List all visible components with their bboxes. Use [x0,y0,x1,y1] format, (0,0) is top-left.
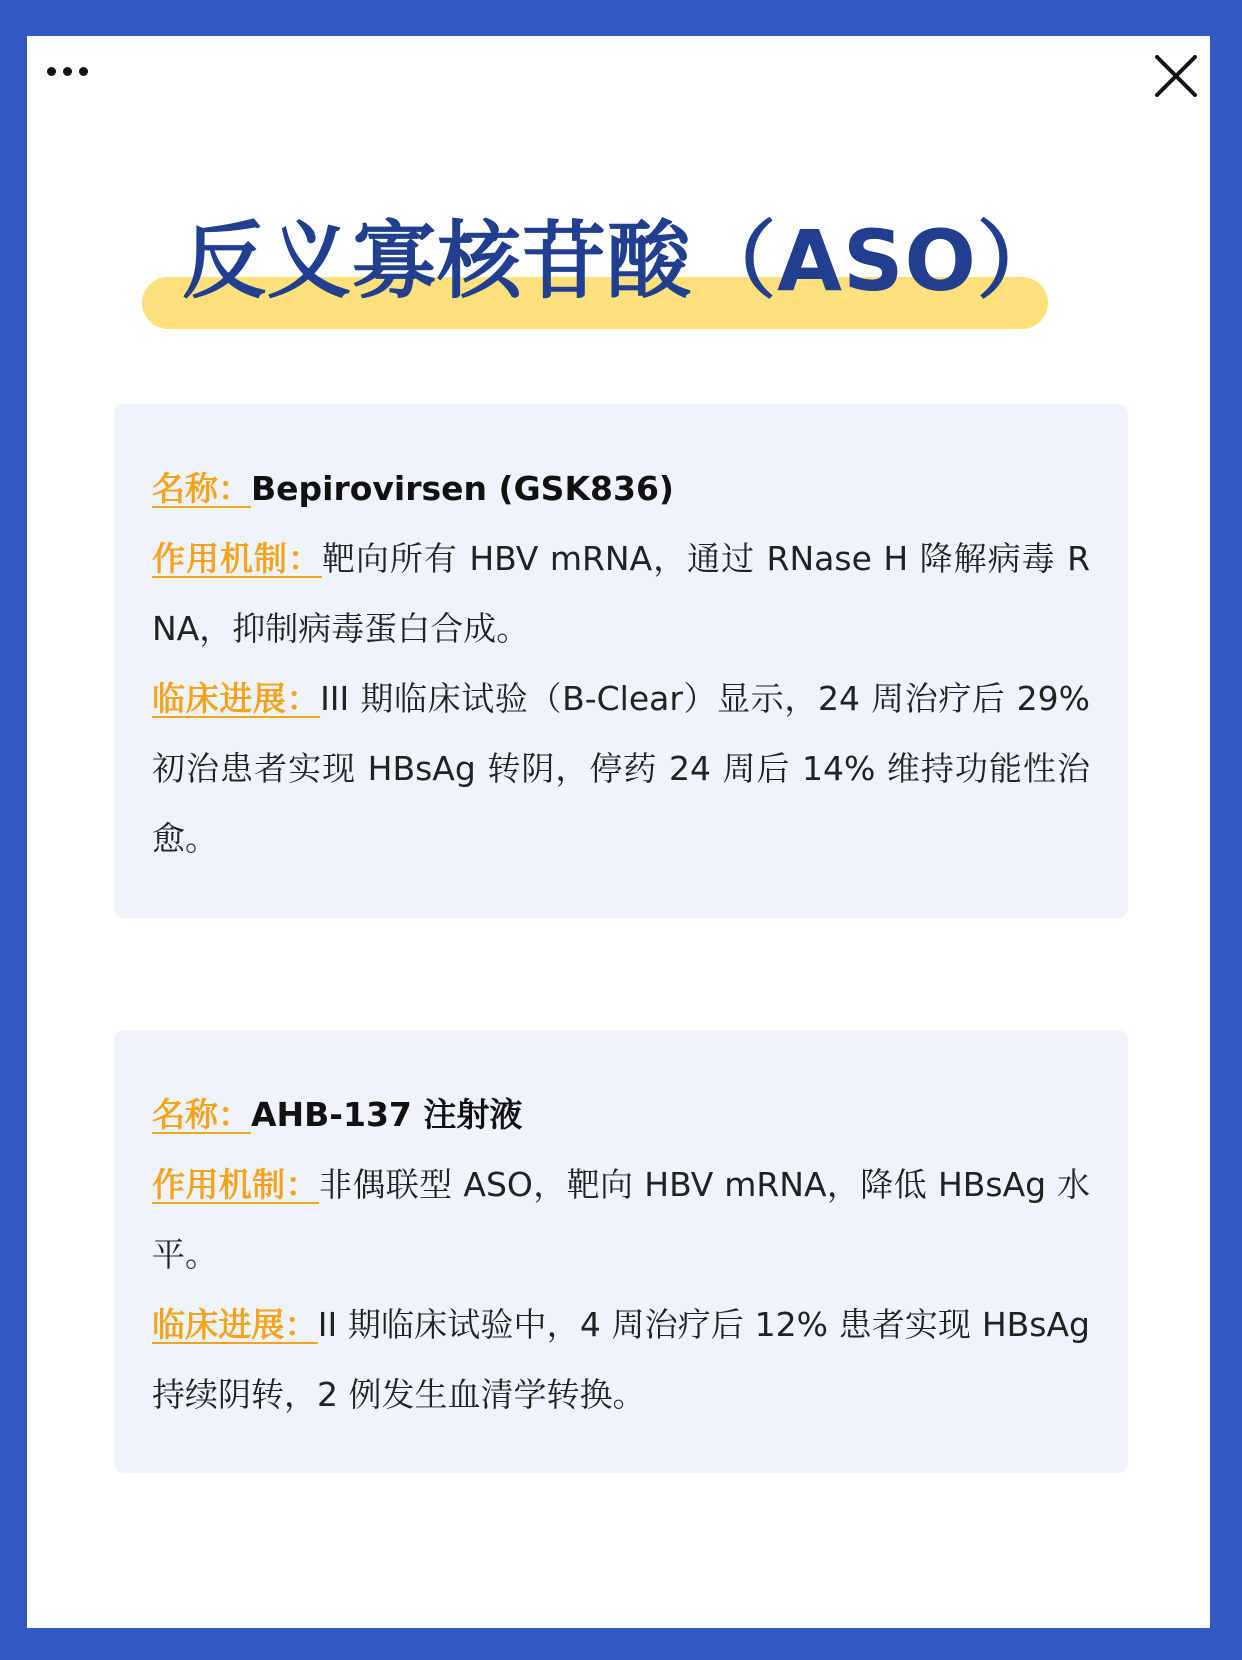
name-row [152,1080,1090,1150]
mechanism-row [152,1150,1090,1290]
mechanism-label: 作用机制： [152,539,322,578]
mechanism-text: 靶向所有 HBV mRNA，通过 RNase H 降解病毒 RNA，抑制病毒蛋白合成。 [152,539,1090,648]
name-label: 名称： [152,1095,251,1134]
title-block [142,191,1062,341]
progress-row [152,1290,1090,1430]
drug-name: Bepirovirsen (GSK836) [251,469,674,508]
progress-label: 临床进展： [152,679,321,718]
more-icon-dot [79,67,88,76]
mechanism-row [152,524,1090,664]
mechanism-label: 作用机制： [152,1165,319,1204]
progress-text: III 期临床试验（B-Clear）显示，24 周治疗后 29% 初治患者实现 HBsAg 转阴，停药 24 周后 14% 维持功能性治愈。 [152,679,1090,858]
progress-row [152,664,1090,874]
drug-name: AHB-137 注射液 [251,1095,523,1134]
progress-label: 临床进展： [152,1305,318,1344]
progress-text: II 期临床试验中，4 周治疗后 12% 患者实现 HBsAg 持续阴转，2 例发生血清学转换。 [152,1305,1090,1414]
drug-card [114,404,1128,918]
mechanism-text: 非偶联型 ASO，靶向 HBV mRNA，降低 HBsAg 水平。 [152,1165,1091,1274]
page-title: 反义寡核苷酸（ASO） [182,212,1062,310]
close-icon[interactable] [1154,54,1198,98]
drug-card [114,1030,1128,1473]
more-icon-dot [63,67,72,76]
name-row [152,454,1090,524]
more-icon[interactable] [47,66,97,76]
page [27,36,1210,1628]
more-icon-dot [47,67,56,76]
name-label: 名称： [152,469,251,508]
